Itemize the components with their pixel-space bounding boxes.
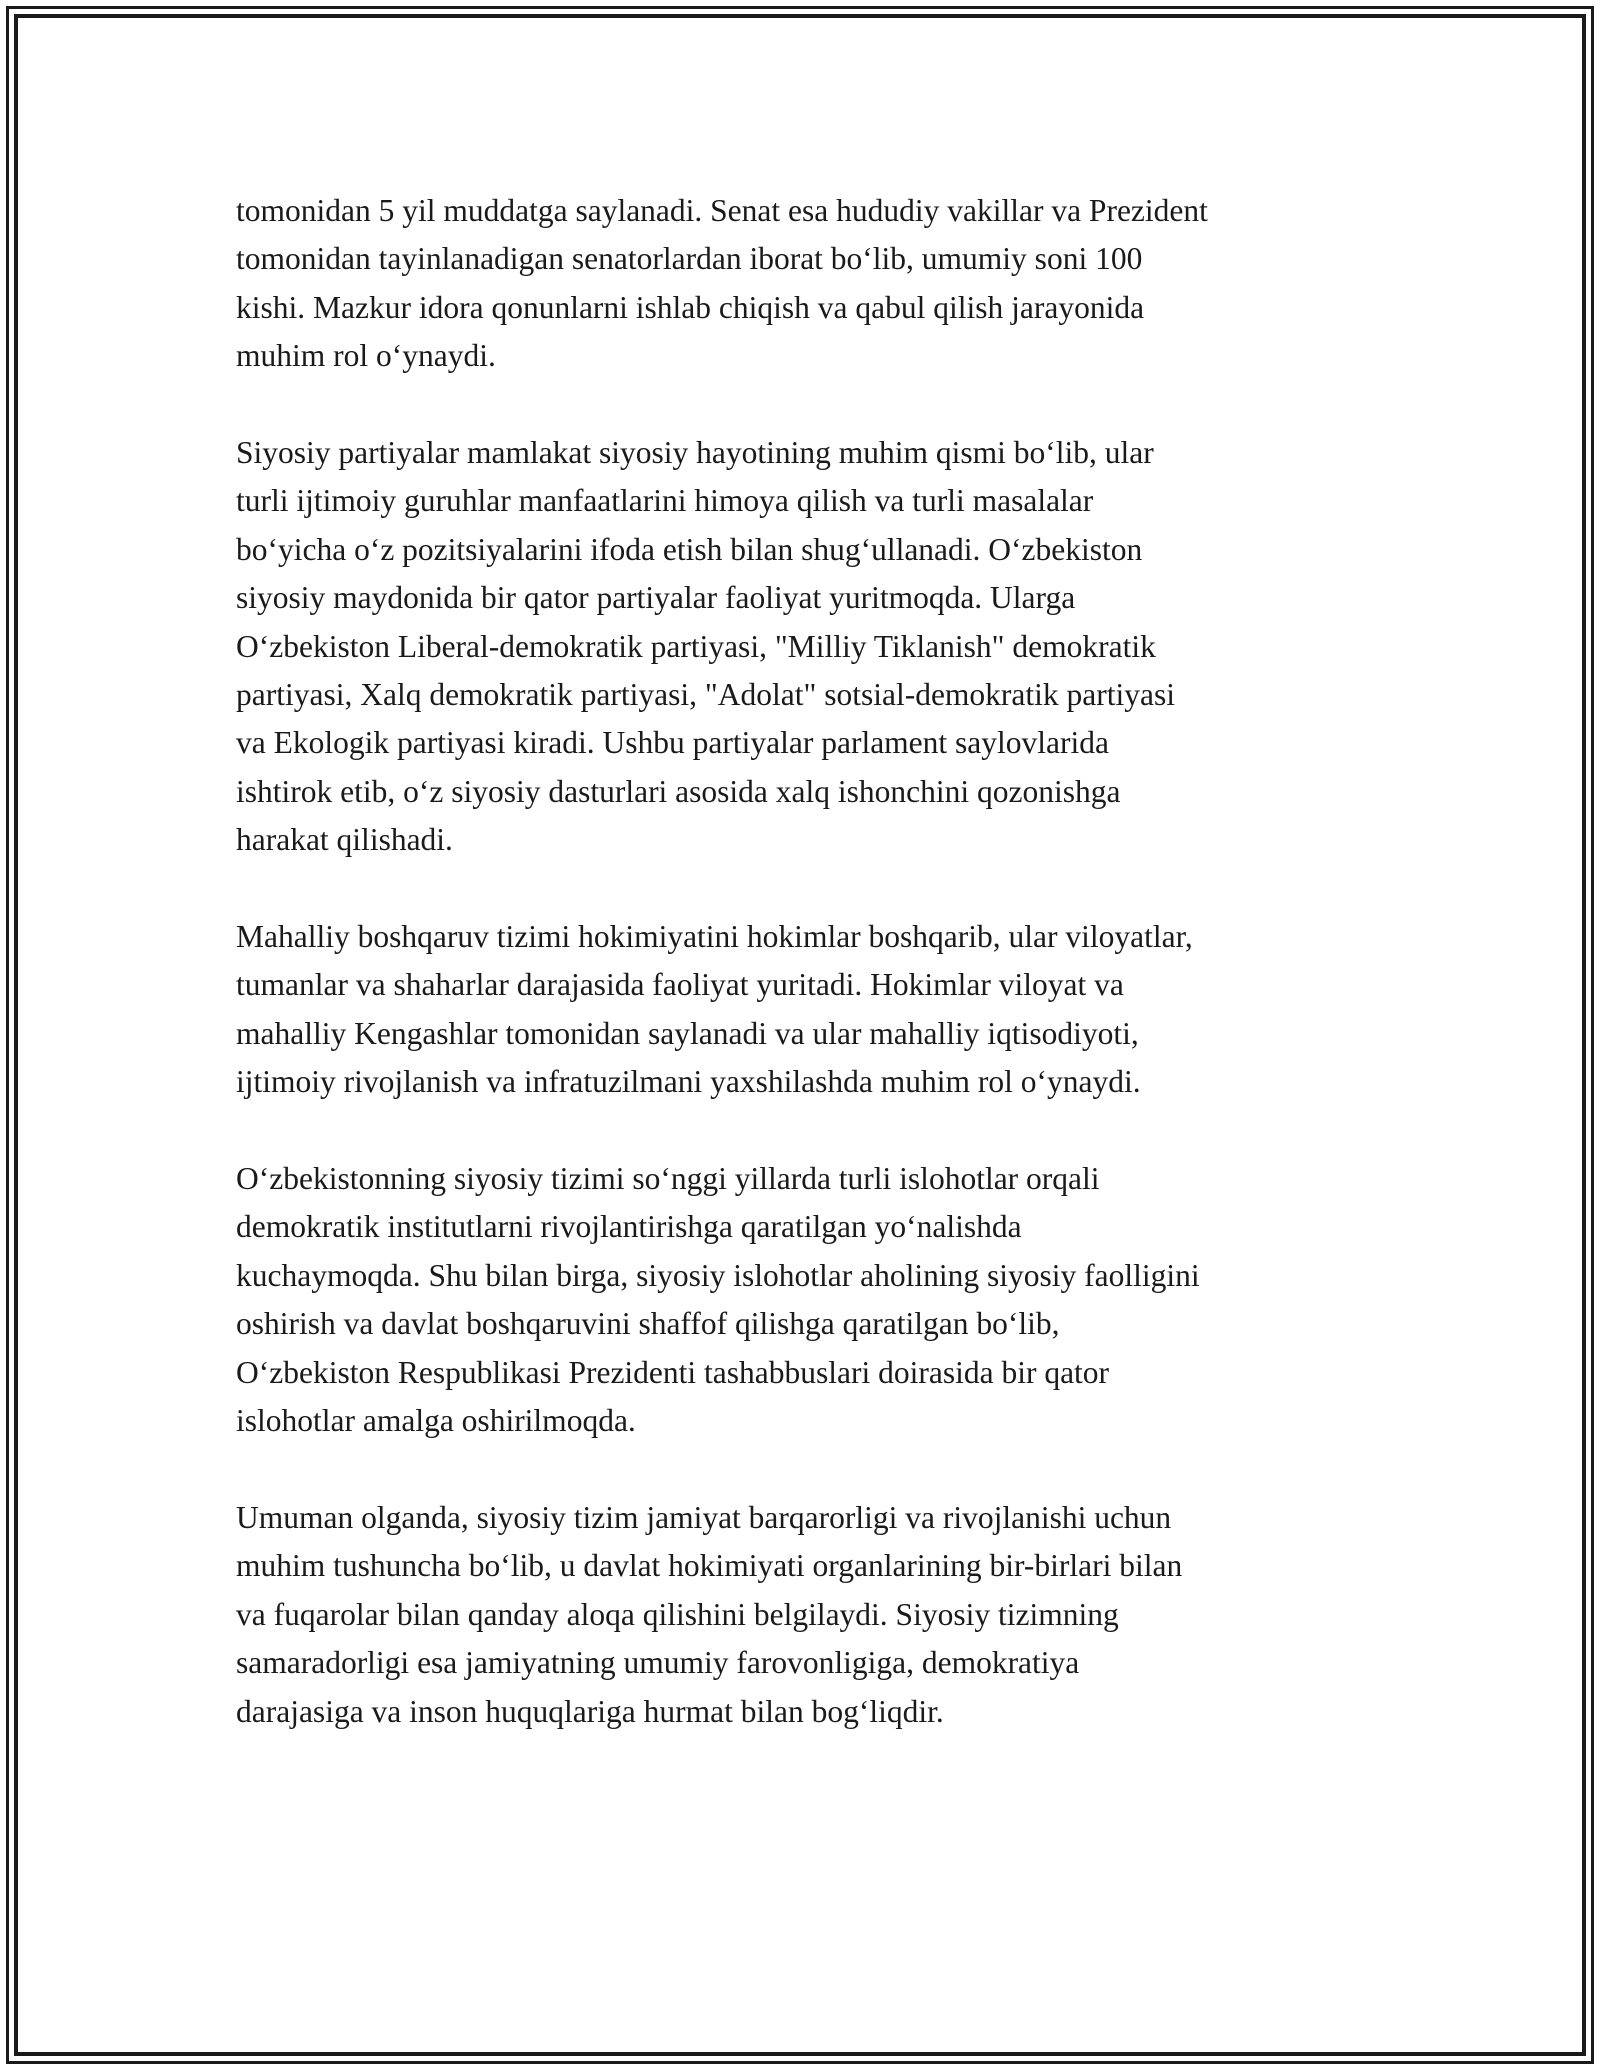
text-line: darajasiga va inson huquqlariga hurmat bilan bog‘liqdir.	[236, 1693, 944, 1729]
text-line: O‘zbekistonning siyosiy tizimi so‘nggi yillarda turli islohotlar orqali	[236, 1161, 1100, 1197]
paragraph-parliament	[236, 187, 1376, 381]
text-line: partiyasi, Xalq demokratik partiyasi, "Adolat" sotsial-demokratik partiyasi	[236, 677, 1175, 713]
text-line: O‘zbekiston Respublikasi Prezidenti tashabbuslari doirasida bir qator	[236, 1354, 1110, 1390]
text-line: islohotlar amalga oshirilmoqda.	[236, 1403, 636, 1439]
paragraph-conclusion	[236, 1494, 1376, 1736]
text-line: bo‘yicha o‘z pozitsiyalarini ifoda etish bilan shug‘ullanadi. O‘zbekiston	[236, 531, 1143, 567]
text-line: Mahalliy boshqaruv tizimi hokimiyatini hokimlar boshqarib, ular viloyatlar,	[236, 919, 1193, 955]
text-line: turli ijtimoiy guruhlar manfaatlarini himoya qilish va turli masalalar	[236, 483, 1094, 519]
text-line: kuchaymoqda. Shu bilan birga, siyosiy islohotlar aholining siyosiy faolligini	[236, 1257, 1200, 1293]
text-line: oshirish va davlat boshqaruvini shaffof qilishga qaratilgan bo‘lib,	[236, 1306, 1060, 1342]
text-line: ishtirok etib, o‘z siyosiy dasturlari asosida xalq ishonchini qozonishga	[236, 773, 1121, 809]
text-line: tumanlar va shaharlar darajasida faoliyat yuritadi. Hokimlar viloyat va	[236, 967, 1124, 1003]
text-line: va fuqarolar bilan qanday aloqa qilishini belgilaydi. Siyosiy tizimning	[236, 1596, 1119, 1632]
document-body	[236, 187, 1376, 1784]
text-line: harakat qilishadi.	[236, 822, 453, 858]
text-line: siyosiy maydonida bir qator partiyalar faoliyat yuritmoqda. Ularga	[236, 580, 1076, 616]
text-line: muhim tushuncha bo‘lib, u davlat hokimiyati organlarining bir-birlari bilan	[236, 1548, 1183, 1584]
text-line: va Ekologik partiyasi kiradi. Ushbu partiyalar parlament saylovlarida	[236, 725, 1109, 761]
paragraph-reforms	[236, 1155, 1376, 1445]
text-line: Siyosiy partiyalar mamlakat siyosiy hayotining muhim qismi bo‘lib, ular	[236, 435, 1154, 471]
paragraph-political-parties	[236, 429, 1376, 865]
text-line: tomonidan 5 yil muddatga saylanadi. Senat esa hududiy vakillar va Prezident	[236, 193, 1208, 228]
text-line: tomonidan tayinlanadigan senatorlardan iborat bo‘lib, umumiy soni 100	[236, 241, 1143, 277]
text-line: samaradorligi esa jamiyatning umumiy farovonligiga, demokratiya	[236, 1645, 1080, 1681]
text-line: kishi. Mazkur idora qonunlarni ishlab chiqish va qabul qilish jarayonida	[236, 289, 1145, 325]
text-line: muhim rol o‘ynaydi.	[236, 338, 496, 374]
text-line: ijtimoiy rivojlanish va infratuzilmani yaxshilashda muhim rol o‘ynaydi.	[236, 1064, 1141, 1100]
text-line: mahalliy Kengashlar tomonidan saylanadi va ular mahalliy iqtisodiyoti,	[236, 1015, 1139, 1051]
paragraph-local-government	[236, 913, 1376, 1107]
text-line: demokratik institutlarni rivojlantirishga qaratilgan yo‘nalishda	[236, 1209, 1022, 1245]
text-line: O‘zbekiston Liberal-demokratik partiyasi, "Milliy Tiklanish" demokratik	[236, 628, 1156, 664]
text-line: Umuman olganda, siyosiy tizim jamiyat barqarorligi va rivojlanishi uchun	[236, 1499, 1172, 1535]
